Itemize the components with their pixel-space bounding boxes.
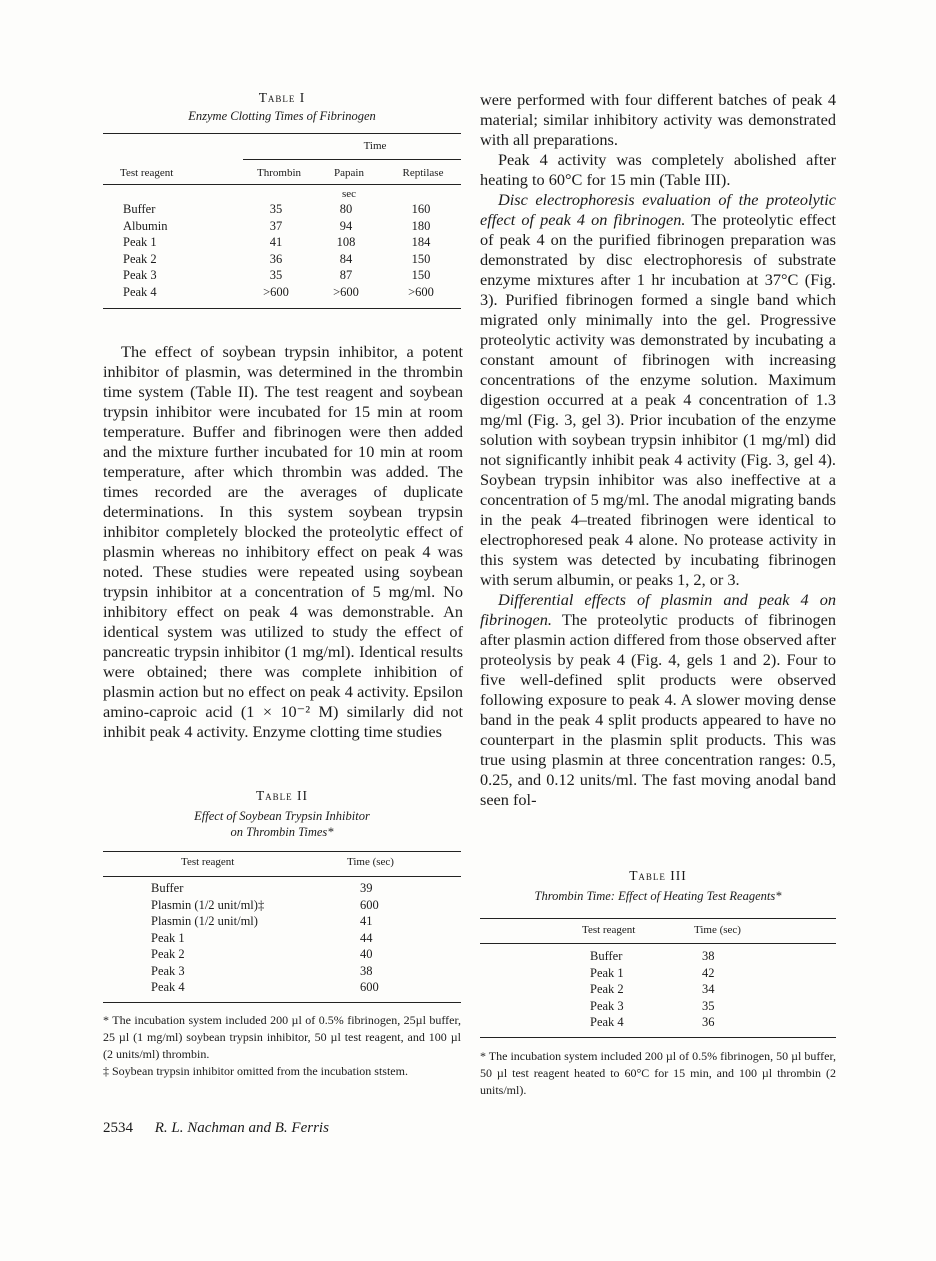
table-cell: 160 [411, 202, 431, 216]
table-cell: Albumin [123, 218, 168, 233]
table-cell: Peak 4 [123, 284, 157, 299]
right-paragraph-3 [480, 190, 836, 590]
table-1-body [123, 201, 461, 300]
right-paragraph-3-heading: Disc electrophoresis evaluation of the proteolytic effect of peak 4 on fibrinogen. [480, 190, 836, 229]
table-cell: 39 [359, 881, 373, 895]
table-row [123, 267, 461, 284]
table-2-footnote-1: * The incubation system included 200 µl of 0.5% fibrinogen, 25µl buffer, 25 µl (1 mg/ml) soybean trypsin inhibitor, 50 µl test reagent, and 100 µl (2 units/ml) thrombin. [103, 1012, 461, 1061]
right-paragraph-1: were performed with four different batches of peak 4 material; similar inhibitory activity was demonstrated with all preparations. [480, 90, 836, 149]
page-footer [103, 1120, 329, 1137]
table-row [590, 1014, 790, 1031]
table-cell: 36 [269, 251, 283, 266]
page-number: 2534 [103, 1120, 133, 1136]
table-cell: 34 [702, 982, 715, 996]
table-2-col-test: Test reagent [181, 856, 235, 868]
table-row [151, 963, 461, 980]
table-3-footnote: * The incubation system included 200 µl of 0.5% fibrinogen, 50 µl buffer, 50 µl test reagent heated to 60°C for 15 min, and 100 µl thrombin (2 units/ml). [480, 1048, 836, 1097]
table-row [590, 998, 790, 1015]
table-cell: 35 [269, 268, 283, 282]
table-cell: Peak 4 [151, 980, 185, 994]
table-cell: Peak 2 [151, 947, 185, 961]
table-1-col-papain: Papain [334, 167, 364, 179]
table-cell: 600 [359, 897, 379, 912]
table-cell: 87 [339, 268, 353, 282]
table-cell: >600 [263, 284, 289, 299]
table-cell: >600 [333, 284, 359, 299]
table-cell: 36 [702, 1015, 715, 1029]
table-1-col-reptilase: Reptilase [402, 167, 444, 179]
table-cell: Plasmin (1/2 unit/ml) [151, 914, 258, 928]
table-cell: Peak 1 [151, 930, 185, 945]
right-paragraph-3-body: The proteolytic effect of peak 4 on the purified fibrinogen preparation was demonstrated by disc electrophoresis of substrate enzyme mixtures after 1 hr incubation at 37°C (Fig. 3). Purified fibrinogen formed a single band which migrated only minimally into the gel. Progressive proteolytic activity was demonstrated by incubating a constant amount of fibrinogen with increasing concentrations of the enzyme solution. Maximum digestion occurred at a peak 4 concentration of 1.3 mg/ml (Fig. 3, gel 3). Prior incubation of the enzyme solution with soybean trypsin inhibitor (1 mg/ml) did not significantly inhibit peak 4 activity (Fig. 3, gel 4). Soybean trypsin inhibitor was also ineffective at a concentration of 5 mg/ml. The anodal migrating bands in the peak 4–treated fibrinogen were identical to electrophoresed peak 4 alone. No protease activity in this system was detected by incubating fibrinogen with serum albumin, or peaks 1, 2, or 3. [480, 210, 837, 589]
table-cell: 94 [339, 218, 353, 233]
table-3 [480, 868, 836, 1099]
table-cell: Buffer [123, 202, 156, 216]
table-cell: 38 [359, 963, 373, 978]
right-paragraph-2: Peak 4 activity was completely abolished after heating to 60°C for 15 min (Table III). [480, 150, 836, 189]
table-1-title: Table I [258, 90, 306, 105]
table-row [151, 880, 461, 897]
table-2-col-time: Time (sec) [347, 856, 394, 868]
table-3-title: Table III [629, 868, 687, 883]
table-row [123, 251, 461, 268]
table-3-caption: Thrombin Time: Effect of Heating Test Reagents* [534, 889, 782, 903]
table-2-body [151, 880, 461, 996]
table-row [151, 897, 461, 914]
right-paragraph-4 [480, 590, 836, 810]
table-cell: 180 [411, 218, 431, 233]
table-cell: Peak 4 [590, 1015, 624, 1029]
table-2-title: Table II [255, 788, 309, 803]
table-cell: Peak 3 [123, 268, 157, 282]
table-1-group-header: Time [363, 140, 387, 152]
table-1-col-thrombin: Thrombin [257, 167, 301, 179]
table-cell: Peak 3 [151, 963, 185, 978]
table-row [151, 930, 461, 947]
left-paragraph: The effect of soybean trypsin inhibitor, a potent inhibitor of plasmin, was determined in the thrombin time system (Table II). The test reagent and soybean trypsin inhibitor were incubated for 15 min at room temperature. Buffer and fibrinogen were then added and the mixture further incubated for 10 min at room temperature, after which thrombin was added. The times recorded are the averages of duplicate determinations. In this system soybean trypsin inhibitor completely blocked the proteolytic effect of plasmin whereas no inhibitory effect on peak 4 was noted. These studies were repeated using soybean trypsin inhibitor at a concentration of 5 mg/ml. No inhibitory effect on peak 4 was demonstrable. An identical system was utilized to study the effect of pancreatic trypsin inhibitor (1 mg/ml). Identical results were obtained; there was complete inhibition of plasmin action but no effect on peak 4 activity. Epsilon amino-caproic acid (1 × 10⁻² M) similarly did not inhibit peak 4 activity. Enzyme clotting time studies [103, 342, 463, 741]
table-cell: Peak 2 [123, 251, 157, 266]
table-2-caption-line1: Effect of Soybean Trypsin Inhibitor [194, 809, 370, 823]
authors: R. L. Nachman and B. Ferris [154, 1120, 329, 1136]
table-2-header [103, 852, 461, 876]
table-cell: Buffer [151, 881, 184, 895]
right-paragraph-4-heading: Differential effects of plasmin and peak 4 on fibrinogen. [480, 590, 836, 629]
table-cell: Plasmin (1/2 unit/ml)‡ [151, 897, 265, 912]
table-3-col-test: Test reagent [582, 924, 636, 936]
right-paragraph-4-body: The proteolytic products of fibrinogen after plasmin action differed from those observed after proteolysis by peak 4 (Fig. 4, gels 1 and 2). Four to five well-defined split products were observed following exposure to peak 4. A slower moving dense band in the peak 4 split products appeared to have no counterpart in the plasmin split products. This was true using plasmin at three concentration ranges: 0.5, 0.25, and 0.12 units/ml. The fast moving anodal band seen fol- [480, 610, 836, 809]
table-cell: 84 [339, 251, 353, 266]
table-row [123, 284, 461, 301]
table-row [590, 948, 790, 965]
table-row [123, 201, 461, 218]
table-1-header [103, 134, 461, 184]
table-cell: 35 [269, 202, 283, 216]
table-2-caption-line2: on Thrombin Times* [230, 825, 334, 839]
table-3-body [590, 948, 790, 1031]
table-cell: Peak 1 [590, 965, 624, 980]
table-2 [103, 788, 461, 1080]
table-cell: 80 [339, 202, 353, 216]
table-cell: Buffer [590, 949, 623, 963]
table-row [590, 981, 790, 998]
table-3-header [480, 919, 836, 943]
table-row [590, 965, 790, 982]
table-cell: 600 [359, 980, 379, 994]
table-cell: 42 [702, 965, 715, 980]
table-cell: 41 [359, 914, 373, 928]
table-1-caption: Enzyme Clotting Times of Fibrinogen [188, 109, 376, 123]
table-cell: 184 [411, 235, 431, 249]
table-row [123, 234, 461, 251]
table-1-unit: sec [341, 188, 357, 200]
table-cell: 37 [269, 218, 283, 233]
table-cell: Peak 1 [123, 235, 157, 249]
table-cell: 150 [411, 251, 431, 266]
table-cell: Peak 3 [590, 998, 624, 1013]
table-2-footnote-2: ‡ Soybean trypsin inhibitor omitted from the incubation ststem. [103, 1063, 408, 1078]
table-row [123, 218, 461, 235]
table-cell: 108 [336, 235, 356, 249]
table-cell: 40 [359, 947, 373, 961]
table-1 [103, 90, 461, 309]
table-3-col-time: Time (sec) [694, 924, 741, 936]
table-row [151, 979, 461, 996]
table-cell: >600 [408, 284, 434, 299]
table-1-col-test: Test reagent [120, 167, 174, 179]
table-cell: 38 [702, 949, 715, 963]
table-cell: 41 [269, 235, 283, 249]
table-cell: 150 [411, 268, 431, 282]
table-row [151, 946, 461, 963]
table-cell: Peak 2 [590, 982, 624, 996]
table-cell: 35 [702, 998, 715, 1013]
table-row [151, 913, 461, 930]
table-cell: 44 [359, 930, 373, 945]
